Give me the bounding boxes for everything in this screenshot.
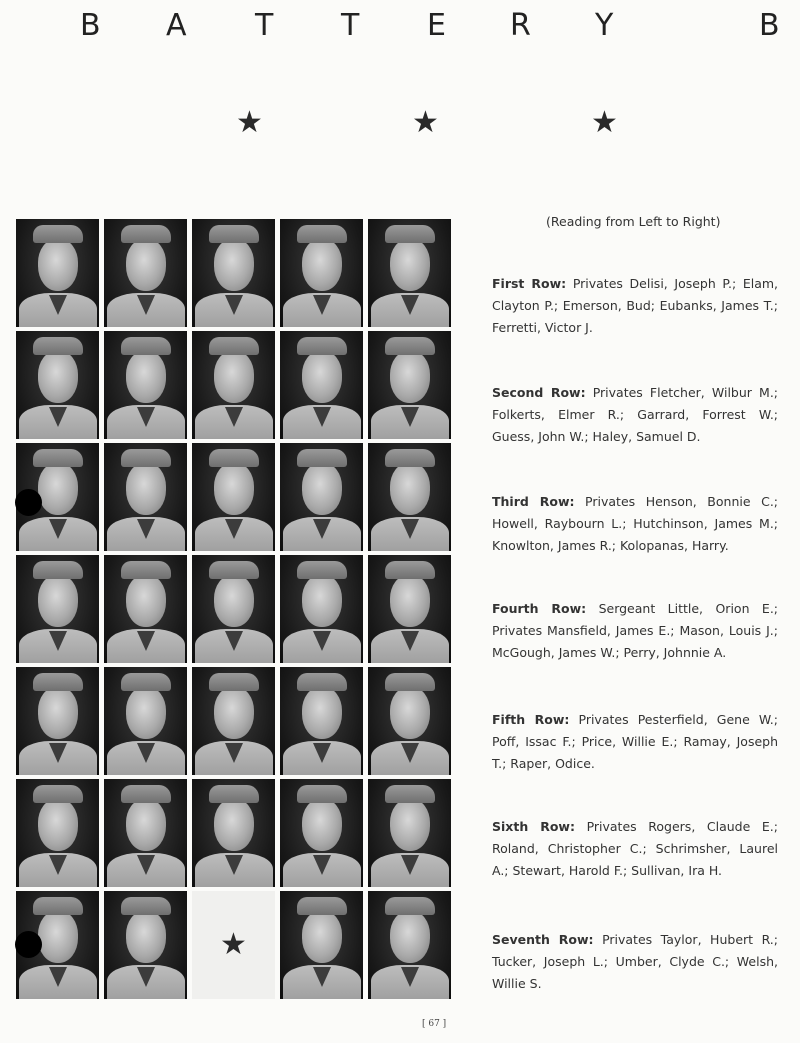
star-icon: ★ [236,105,263,140]
caption-row-2 [492,382,778,448]
punch-hole [15,489,42,516]
row-names: Privates Henson, Bonnie C.; Howell, Raybourn L.; Hutchinson, James M.; Knowlton, James R.; Kolopanas, Harry. [492,494,779,553]
caption-row-4 [492,598,778,664]
soldier-portrait [104,219,187,327]
row-names: Privates Fletcher, Wilbur M.; Folkerts, Elmer R.; Garrard, Forrest W.; Guess, John W.; Haley, Samuel D. [492,385,779,444]
star-icon: ★ [591,105,618,140]
soldier-portrait [104,555,187,663]
soldier-portrait [192,443,275,551]
title-letter-5: E [427,8,446,43]
title-letter-6: R [510,8,531,43]
soldier-portrait [104,331,187,439]
row-names: Privates Delisi, Joseph P.; Elam, Clayton P.; Emerson, Bud; Eubanks, James T.; Ferretti, Victor J. [492,276,779,335]
row-heading: Third Row: [492,494,575,509]
soldier-portrait [280,443,363,551]
soldier-portrait [368,891,451,999]
soldier-portrait [368,331,451,439]
soldier-portrait [16,555,99,663]
row-heading: Seventh Row: [492,932,594,947]
reading-note: (Reading from Left to Right) [546,214,721,229]
soldier-portrait [16,667,99,775]
title-letter-8: B [759,8,780,43]
soldier-portrait [104,779,187,887]
soldier-portrait [16,331,99,439]
caption-row-5 [492,709,778,775]
title-letter-1: B [80,8,101,43]
title-letter-7: Y [595,8,614,43]
soldier-portrait [368,219,451,327]
row-heading: Sixth Row: [492,819,575,834]
title-letter-2: A [166,8,187,43]
soldier-portrait [368,779,451,887]
soldier-portrait [280,891,363,999]
soldier-portrait [280,779,363,887]
soldier-portrait [192,667,275,775]
soldier-portrait [192,779,275,887]
soldier-portrait [104,443,187,551]
row-heading: First Row: [492,276,567,291]
soldier-portrait [192,331,275,439]
star-icon: ★ [220,927,247,962]
soldier-portrait [368,555,451,663]
soldier-portrait [192,555,275,663]
soldier-portrait [368,667,451,775]
blank-photo-cell [192,891,275,999]
soldier-portrait [16,219,99,327]
soldier-portrait [192,219,275,327]
title-letter-3: T [255,8,274,43]
soldier-portrait [280,667,363,775]
row-heading: Fourth Row: [492,601,587,616]
punch-hole [15,931,42,958]
soldier-portrait [280,555,363,663]
row-heading: Second Row: [492,385,586,400]
soldier-portrait [368,443,451,551]
row-names: Privates Pesterfield, Gene W.; Poff, Issac F.; Price, Willie E.; Ramay, Joseph T.; Raper, Odice. [492,712,778,771]
star-icon: ★ [412,105,439,140]
caption-row-3 [492,491,778,557]
caption-row-7 [492,929,778,995]
soldier-portrait [104,667,187,775]
photo-grid [16,219,451,999]
soldier-portrait [104,891,187,999]
row-heading: Fifth Row: [492,712,570,727]
page-number: [ 67 ] [422,1019,447,1029]
soldier-portrait [16,779,99,887]
row-names: Sergeant Little, Orion E.; Privates Mansfield, James E.; Mason, Louis J.; McGough, James W.; Perry, Johnnie A. [492,601,779,660]
row-names: Privates Rogers, Claude E.; Roland, Christopher C.; Schrimsher, Laurel A.; Stewart, Harold F.; Sullivan, Ira H. [492,819,778,878]
title-letter-4: T [341,8,360,43]
row-names: Privates Taylor, Hubert R.; Tucker, Joseph L.; Umber, Clyde C.; Welsh, Willie S. [492,932,778,991]
soldier-portrait [280,219,363,327]
soldier-portrait [280,331,363,439]
caption-row-6 [492,816,778,882]
caption-row-1 [492,273,778,339]
